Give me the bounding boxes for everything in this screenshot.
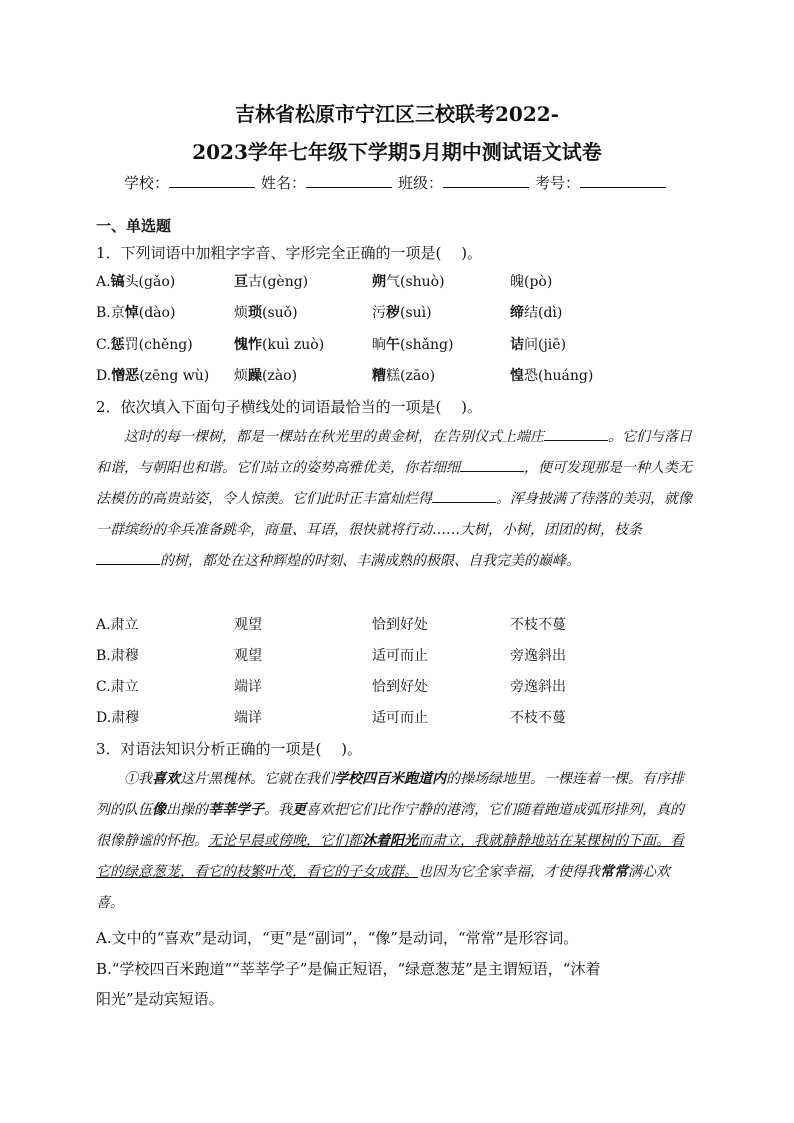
q2-blank-2[interactable] bbox=[460, 458, 524, 472]
q2-option-d-2: 端详 bbox=[234, 710, 262, 726]
q1-d-1: D.憎恶(zēng wù) bbox=[96, 368, 210, 384]
q2-option-b-3: 适可而止 bbox=[372, 648, 428, 664]
class-label: 班级： bbox=[398, 174, 444, 192]
exam-no-blank[interactable] bbox=[580, 173, 666, 188]
school-label: 学校： bbox=[124, 174, 170, 192]
q3-passage: ①我喜欢这片黑槐林。它就在我们学校四百米跑道内的操场绿地里。一棵连着一棵。有序排列的队伍像出操的莘莘学子。我更喜欢把它们比作宁静的港湾，它们随着跑道成弧形排列，真的很像静谧的怀抱。无论早晨或傍晚，它们都沐着阳光而肃立，我就静静地站在某棵树的下面。看它的绿意葱茏，看它的枝繁叶茂，看它的子女成群。也因为它全家幸福，才使得我常常满心欢喜。 bbox=[96, 771, 684, 911]
q1-b-4: 缔结(dì) bbox=[510, 305, 563, 321]
q2-blank-1[interactable] bbox=[544, 427, 608, 441]
q1-c-3: 晌午(shǎng) bbox=[372, 337, 454, 353]
q2-option-c-3: 恰到好处 bbox=[372, 679, 428, 695]
q1-c-2: 愧怍(kuì zuò) bbox=[234, 337, 325, 353]
q3-stem: 3．对语法知识分析正确的一项是( )。 bbox=[96, 740, 363, 758]
school-blank[interactable] bbox=[169, 173, 255, 188]
name-label: 姓名： bbox=[261, 174, 307, 192]
q2-option-a-2: 观望 bbox=[234, 617, 262, 633]
q1-c-1: C.惩罚(chěng) bbox=[96, 337, 193, 353]
exam-title-line2: 2023学年七年级下学期5月期中测试语文试卷 bbox=[192, 140, 602, 164]
q2-option-c-2: 端详 bbox=[234, 679, 262, 695]
q2-passage: 这时的每一棵树，都是一棵站在秋光里的黄金树，在告别仪式上端庄 。它们与落日和谐，与朝阳也和谐。它们站立的姿势高雅优美，你若细细 ，便可发现那是一种人类无法模仿的高贵站姿，令人惊羡。它们此时正丰富灿烂得 。浑身披满了待落的美羽，就像一群缤纷的伞兵准备跳伞，商量、耳语，很快就将行动……大树，小树，团团的树，枝条的树，都处在这种辉煌的时刻、丰满成熟的极限、自我完美的巅峰。 bbox=[96, 429, 692, 569]
student-info-row bbox=[124, 172, 672, 193]
q1-stem: 1．下列词语中加粗字字音、字形完全正确的一项是( )。 bbox=[96, 244, 483, 262]
section-title: 一、单选题 bbox=[96, 217, 172, 235]
q2-option-d-1[interactable]: D.肃穆 bbox=[96, 710, 140, 726]
q1-d-4: 惶恐(huáng) bbox=[510, 368, 594, 384]
q2-option-a-3: 恰到好处 bbox=[372, 617, 428, 633]
q2-option-d-4: 不枝不蔓 bbox=[510, 710, 566, 726]
q1-b-1: B.京悼(dào) bbox=[96, 305, 176, 321]
q2-option-c-1[interactable]: C.肃立 bbox=[96, 679, 139, 695]
q1-d-3: 糟糕(zāo) bbox=[372, 368, 436, 384]
name-blank[interactable] bbox=[306, 173, 392, 188]
q2-option-d-3: 适可而止 bbox=[372, 710, 428, 726]
q3-option-a[interactable]: A.文中的“喜欢”是动词，“更”是“副词”，“像”是动词，“常常”是形容词。 bbox=[96, 929, 579, 947]
q1-b-3: 污秽(suì) bbox=[372, 305, 432, 321]
q1-c-4: 诘问(jiē) bbox=[510, 337, 567, 353]
q2-option-b-1[interactable]: B.肃穆 bbox=[96, 648, 139, 664]
q1-a-4: 魄(pò) bbox=[510, 274, 553, 290]
q1-d-2: 烦躁(zào) bbox=[234, 368, 298, 384]
q2-option-a-4: 不枝不蔓 bbox=[510, 617, 566, 633]
q1-b-2: 烦琐(suǒ) bbox=[234, 305, 298, 321]
q2-option-b-4: 旁逸斜出 bbox=[510, 648, 566, 664]
exam-no-label: 考号： bbox=[535, 174, 581, 192]
q1-a-3: 朔气(shuò) bbox=[372, 274, 445, 290]
exam-title-line1: 吉林省松原市宁江区三校联考2022- bbox=[235, 102, 559, 126]
q3-option-b-line2: 阳光”是动宾短语。 bbox=[96, 990, 224, 1008]
q2-blank-3[interactable] bbox=[432, 489, 496, 503]
q2-stem: 2．依次填入下面句子横线处的词语最恰当的一项是( )。 bbox=[96, 398, 483, 416]
q1-a-2: 亘古(gèng) bbox=[234, 274, 309, 290]
q2-option-c-4: 旁逸斜出 bbox=[510, 679, 566, 695]
q2-option-b-2: 观望 bbox=[234, 648, 262, 664]
q2-option-a-1[interactable]: A.肃立 bbox=[96, 617, 139, 633]
q1-a-1: A.镐头(gǎo) bbox=[96, 274, 176, 290]
class-blank[interactable] bbox=[443, 173, 529, 188]
q3-option-b-line1[interactable]: B.“学校四百米跑道”“莘莘学子”是偏正短语，“绿意葱茏”是主谓短语，“沐着 bbox=[96, 960, 601, 978]
q2-blank-4[interactable] bbox=[96, 551, 160, 565]
